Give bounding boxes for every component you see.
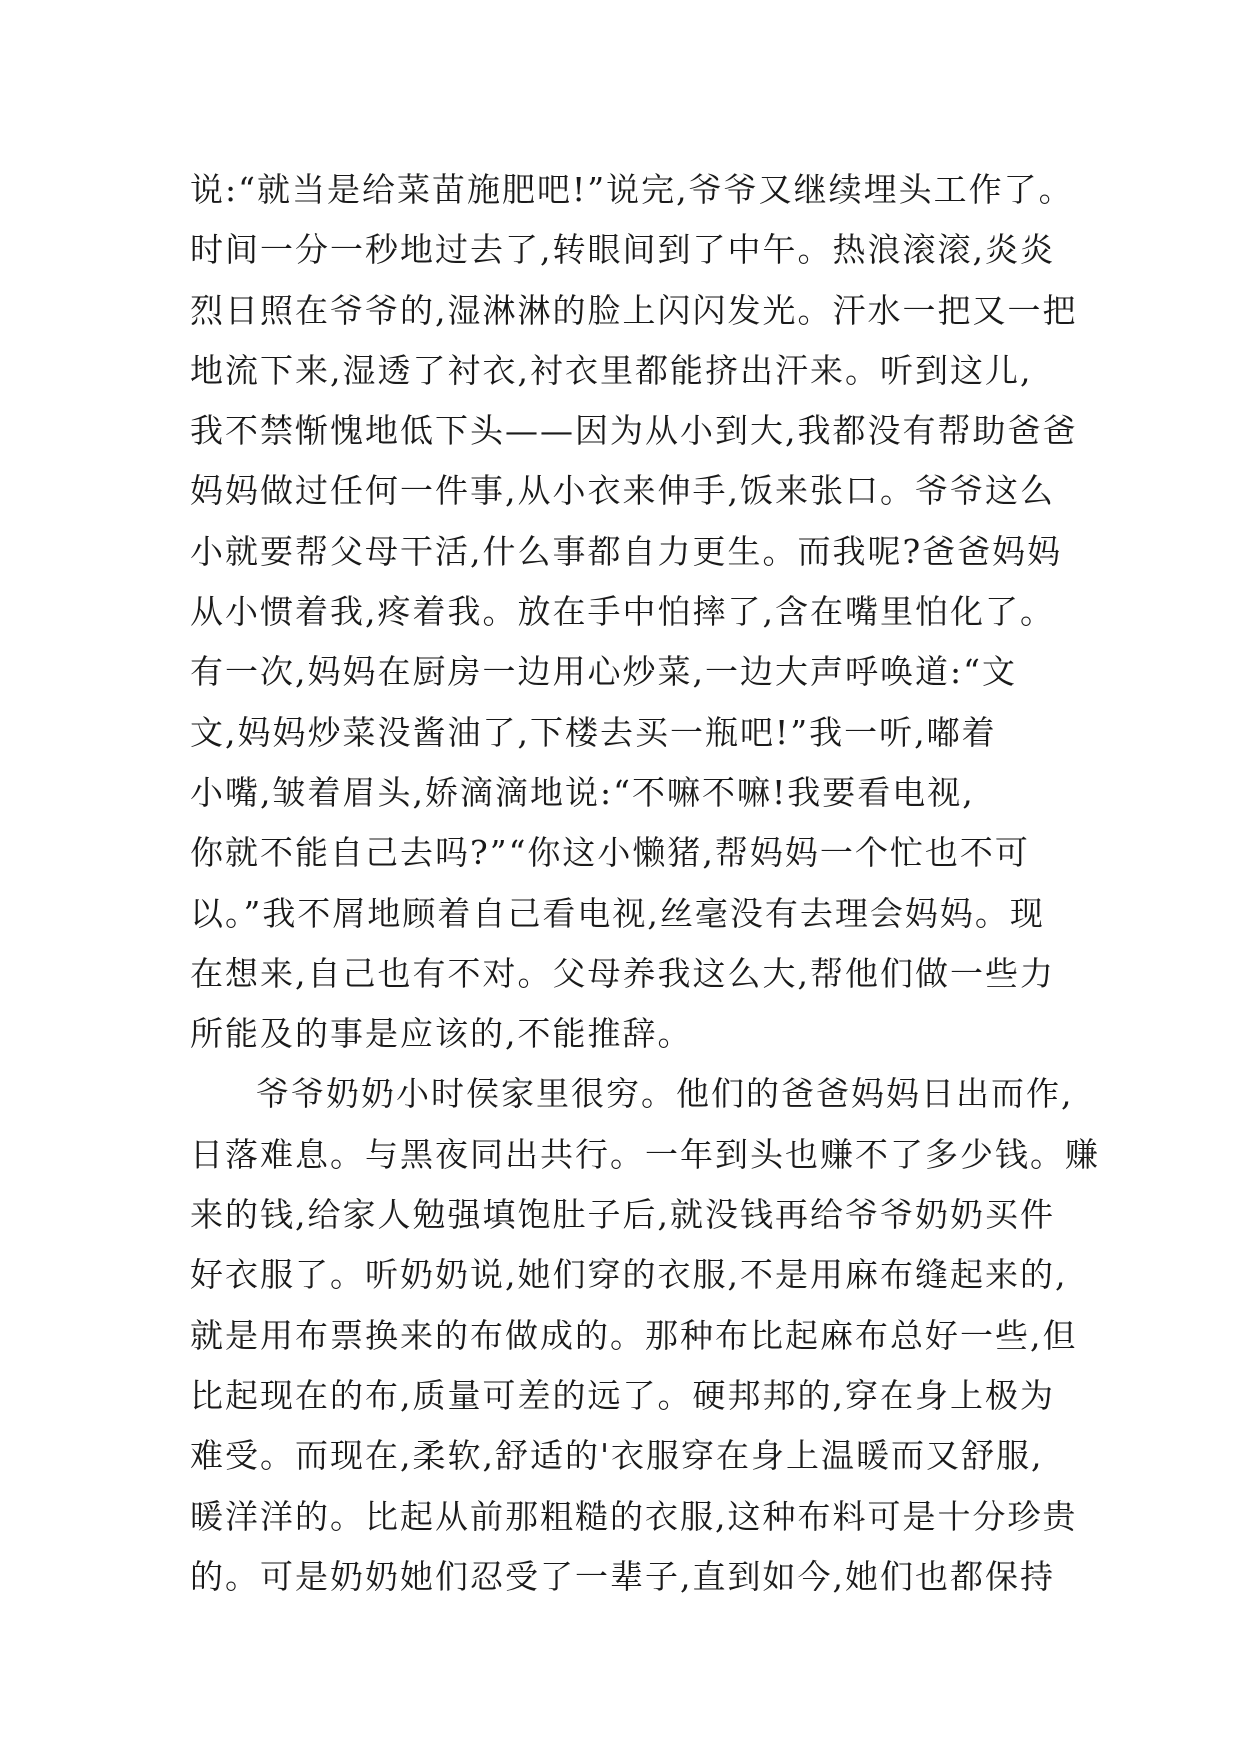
text-line: 在想来,自己也有不对。父母养我这么大,帮他们做一些力 — [190, 953, 1055, 993]
paragraph-start-line: 爷爷奶奶小时侯家里很穷。他们的爸爸妈妈日出而作, — [256, 1074, 1074, 1114]
text-line: 烈日照在爷爷的,湿淋淋的脸上闪闪发光。汗水一把又一把 — [190, 290, 1078, 330]
text-line: 小就要帮父母干活,什么事都自力更生。而我呢?爸爸妈妈 — [190, 531, 1063, 571]
text-line: 从小惯着我,疼着我。放在手中怕摔了,含在嘴里怕化了。 — [190, 592, 1055, 632]
text-line: 你就不能自己去吗?”“你这小懒猪,帮妈妈一个忙也不可 — [190, 833, 1030, 873]
text-line: 暖洋洋的。比起从前那粗糙的衣服,这种布料可是十分珍贵 — [190, 1496, 1078, 1536]
text-line: 来的钱,给家人勉强填饱肚子后,就没钱再给爷爷奶奶买件 — [190, 1195, 1055, 1235]
text-line: 我不禁惭愧地低下头——因为从小到大,我都没有帮助爸爸 — [190, 411, 1078, 451]
text-line: 地流下来,湿透了衬衣,衬衣里都能挤出汗来。听到这儿, — [190, 350, 1033, 390]
text-line: 有一次,妈妈在厨房一边用心炒菜,一边大声呼唤道:“文 — [190, 652, 1017, 692]
text-line: 比起现在的布,质量可差的远了。硬邦邦的,穿在身上极为 — [190, 1375, 1055, 1415]
text-line: 文,妈妈炒菜没酱油了,下楼去买一瓶吧!”我一听,嘟着 — [190, 712, 997, 752]
text-line: 以。”我不屑地顾着自己看电视,丝毫没有去理会妈妈。现 — [190, 893, 1045, 933]
text-line: 日落难息。与黑夜同出共行。一年到头也赚不了多少钱。赚 — [190, 1134, 1100, 1174]
text-line: 小嘴,皱着眉头,娇滴滴地说:“不嘛不嘛!我要看电视, — [190, 772, 975, 812]
text-line: 好衣服了。听奶奶说,她们穿的衣服,不是用麻布缝起来的, — [190, 1255, 1068, 1295]
text-line: 说:“就当是给菜苗施肥吧!”说完,爷爷又继续埋头工作了。 — [190, 170, 1074, 209]
text-line: 时间一分一秒地过去了,转眼间到了中午。热浪滚滚,炎炎 — [190, 230, 1055, 270]
text-line: 妈妈做过任何一件事,从小衣来伸手,饭来张口。爷爷这么 — [190, 471, 1055, 511]
body-text — [190, 160, 1100, 1607]
text-line: 的。可是奶奶她们忍受了一辈子,直到如今,她们也都保持 — [190, 1556, 1055, 1596]
text-line: 难受。而现在,柔软,舒适的'衣服穿在身上温暖而又舒服, — [190, 1436, 1044, 1476]
text-line: 所能及的事是应该的,不能推辞。 — [190, 1014, 693, 1054]
text-line: 就是用布票换来的布做成的。那种布比起麻布总好一些,但 — [190, 1315, 1078, 1355]
